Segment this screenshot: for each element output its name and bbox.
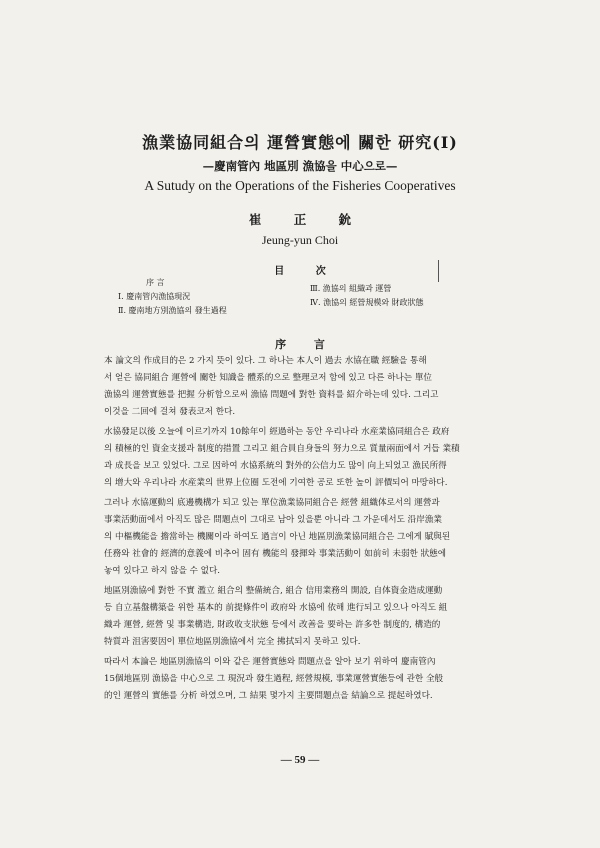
text-line: 과 成長을 보고 있었다. 그로 因하여 水協系統의 對外的公信力도 많이 向上되었고 漁民所得	[104, 461, 447, 471]
paragraph	[104, 495, 500, 580]
text-line: 의 增大와 우리나라 水産業의 世界上位圈 도전에 기여한 공로 또한 높이 評價되어 마땅하다.	[104, 478, 448, 488]
paper-title-english: A Sutudy on the Operations of the Fisheries Cooperatives	[144, 178, 456, 193]
paper-title-korean: 漁業協同組合의 運營實態에 關한 研究(Ⅰ)	[142, 133, 458, 152]
text-line: 本 論文의 作成目的은 2 가지 뜻이 있다. 그 하나는 本人이 過去 水協在職 經驗을 통해	[104, 356, 427, 366]
print-mark	[438, 260, 439, 282]
text-line: 地區別漁協에 對한 不實 濫立 組合의 整備統合, 組合 信用業務의 開設, 自体資金造成運動	[104, 586, 443, 596]
text-line: 의 積極的인 資金支援과 制度的措置 그리고 組合員自身들의 努力으로 質量兩面에서 거듭 業積	[104, 444, 460, 454]
author-name-english: Jeung-yun Choi	[261, 233, 339, 247]
section-heading: 序 言	[275, 338, 337, 351]
paragraph	[104, 654, 500, 705]
paragraph	[104, 424, 500, 492]
text-line: 事業活動面에서 아직도 많은 問題点이 그대로 남아 있을뿐 아니라 그 가운데서도 沿岸漁業	[104, 515, 442, 525]
text-line: 그러나 水協運動의 底邊機構가 되고 있는 單位漁業協同組合은 經營 組織体로서의 運營과	[104, 498, 440, 508]
paragraph	[104, 583, 500, 651]
author-name-korean: 崔 正 鈗	[248, 212, 352, 227]
text-line: 特質과 沮害要因이 單位地區別漁協에서 完全 拂拭되지 못하고 있다.	[104, 637, 361, 647]
text-line: 등 自立基盤構築을 위한 基本的 前提條件이 政府와 水協에 依해 進行되고 있으나 아직도 組	[104, 603, 448, 613]
text-line: 15個地區別 漁協을 中心으로 그 現況과 發生過程, 經營規模, 事業運營實態등에 관한 全般	[104, 674, 444, 684]
text-line: 의 中樞機能을 擔當하는 機關이라 하여도 過言이 아닌 地區別漁業協同組合은 그에게 賦與된	[104, 532, 451, 542]
text-line: 이것을 二回에 걸쳐 發表코저 한다.	[104, 407, 236, 417]
text-line: 織과 運營, 經營 및 事業構造, 財政收支狀態 등에서 改善을 要하는 許多한 制度的, 構造的	[104, 620, 441, 630]
text-line: 的인 運營의 實態를 分析 하였으며, 그 結果 몇가지 主要問題点을 結論으로 提起하였다.	[104, 691, 433, 701]
toc-item: Ⅰ. 慶南管內漁協現況	[118, 292, 191, 301]
text-line: 任務와 社會的 經濟的意義에 비추어 固有 機能의 發揮와 事業活動이 如前히 未弱한 狀態에	[104, 549, 447, 559]
toc-left-column	[118, 276, 227, 318]
text-line: 水協發足以後 오늘에 이르기까지 10餘年이 經過하는 동안 우리나라 水産業協同組合은 政府	[104, 427, 450, 437]
toc-right-column	[310, 282, 424, 310]
toc-item: Ⅱ. 慶南地方別漁協의 發生過程	[118, 306, 227, 315]
text-line: 놓여 있다고 하지 않을 수 없다.	[104, 566, 221, 576]
text-line: 따라서 本論은 地區別漁協의 이와 같은 運營實態와 問題点을 알아 보기 위하여 慶南管內	[104, 657, 436, 667]
toc-item: Ⅳ. 漁協의 經營規模와 財政狀態	[310, 298, 424, 307]
text-line: 서 얻은 協同組合 運營에 關한 知識을 體系的으로 整理코저 함에 있고 다른 하나는 單位	[104, 373, 433, 383]
text-line: 漁協의 運營實態를 把握 分析함으로써 漁協 問題에 對한 資料를 紹介하는데 있다. 그리고	[104, 390, 439, 400]
paper-subtitle-korean: —慶南管內 地區別 漁協을 中心으로—	[202, 159, 398, 173]
toc-heading: 目 次	[274, 266, 340, 277]
toc-item: 序 言	[146, 278, 165, 287]
toc-item: Ⅲ. 漁協의 組織과 運營	[310, 284, 392, 293]
body-text	[104, 353, 500, 708]
paragraph	[104, 353, 500, 421]
page-number: — 59 —	[280, 754, 320, 766]
